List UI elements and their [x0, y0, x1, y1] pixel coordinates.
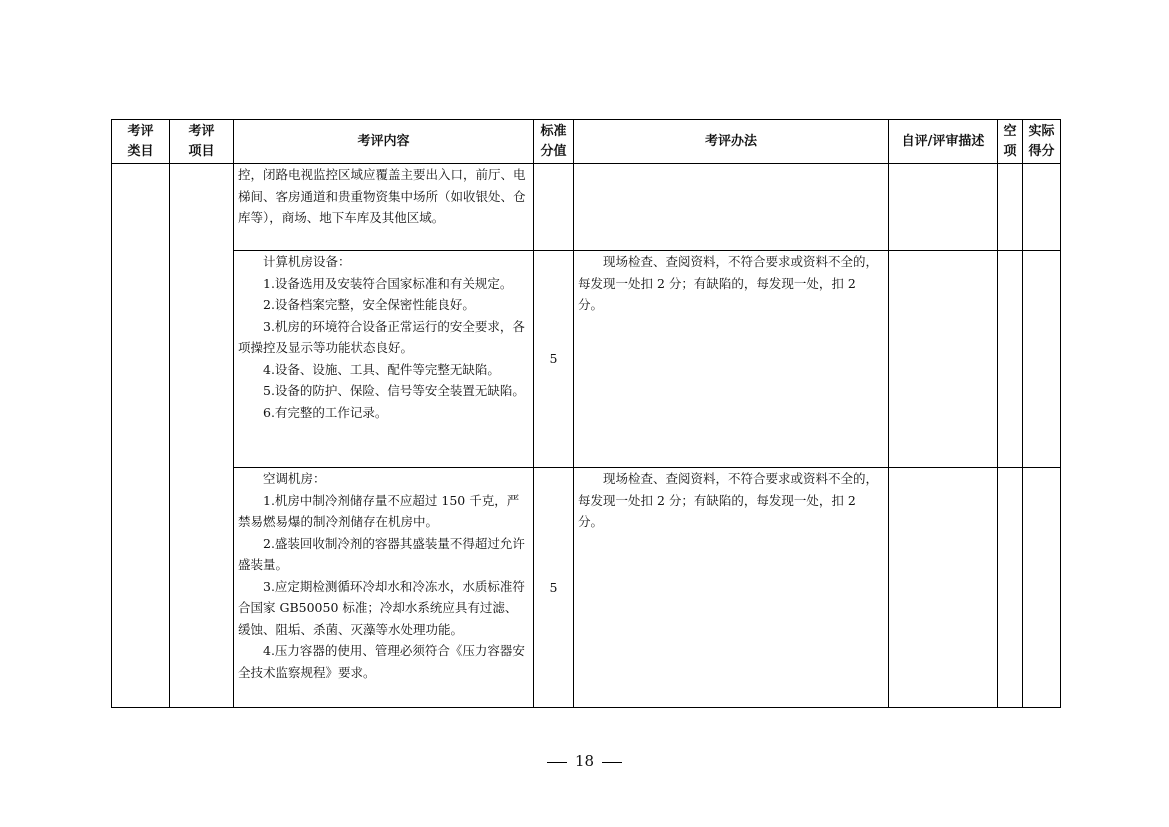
header-category: 考评 类目: [112, 120, 170, 164]
method-text: 现场检查、查阅资料，不符合要求或资料不全的，每发现一处扣 2 分；有缺陷的，每发现一处，扣 2 分。: [578, 471, 879, 529]
content-line: 3.机房的环境符合设备正常运行的安全要求，各项操控及显示等功能状态良好。: [238, 318, 525, 355]
content-line: 1.设备选用及安装符合国家标准和有关规定。: [263, 275, 513, 291]
empty-item-cell: [998, 251, 1023, 468]
table-row: [112, 164, 1061, 251]
self-eval-cell: [889, 251, 998, 468]
score-cell: 5: [534, 251, 574, 468]
method-cell: [574, 164, 889, 251]
header-row: [112, 120, 1061, 164]
score-cell: 5: [534, 468, 574, 708]
content-line: 空调机房：: [263, 471, 326, 486]
content-line: 计算机房设备：: [263, 254, 351, 269]
empty-item-cell: [998, 164, 1023, 251]
actual-score-cell: [1023, 251, 1061, 468]
evaluation-table: [111, 119, 1061, 708]
content-line: 2.盛装回收制冷剂的容器其盛装量不得超过允许盛装量。: [238, 535, 525, 572]
table-row: [112, 251, 1061, 468]
content-line: 6.有完整的工作记录。: [263, 404, 388, 420]
score-cell: [534, 164, 574, 251]
category-cell: [112, 164, 170, 708]
empty-item-cell: [998, 468, 1023, 708]
header-content: 考评内容: [234, 120, 534, 164]
footer-dash-left: [547, 762, 567, 763]
content-line: 3.应定期检测循环冷却水和冷冻水，水质标准符合国家 GB50050 标准；冷却水系统应具有过滤、缓蚀、阻垢、杀菌、灭藻等水处理功能。: [238, 578, 525, 637]
actual-score-cell: [1023, 164, 1061, 251]
content-line: 1.机房中制冷剂储存量不应超过 150 千克，严禁易燃易爆的制冷剂储存在机房中。: [238, 492, 520, 529]
item-cell: [170, 164, 234, 708]
page-footer: [0, 752, 1169, 770]
header-actual-score: 实际 得分: [1023, 120, 1061, 164]
header-item: 考评 项目: [170, 120, 234, 164]
self-eval-cell: [889, 468, 998, 708]
page-number: 18: [574, 752, 595, 770]
content-cell: [234, 164, 534, 251]
content-line: 2.设备档案完整，安全保密性能良好。: [263, 297, 475, 312]
method-cell: [574, 251, 889, 468]
header-empty-item: 空 项: [998, 120, 1023, 164]
content-line: 4.设备、设施、工具、配件等完整无缺陷。: [263, 361, 500, 377]
content-line: 4.压力容器的使用、管理必须符合《压力容器安全技术监察规程》要求。: [238, 643, 525, 680]
content-cell: [234, 468, 534, 708]
self-eval-cell: [889, 164, 998, 251]
footer-dash-right: [602, 762, 622, 763]
content-line: 控，闭路电视监控区域应覆盖主要出入口，前厅、电梯间、客房通道和贵重物资集中场所（如收银处、仓库等），商场、地下车库及其他区域。: [238, 167, 526, 225]
header-standard-score: 标准 分值: [534, 120, 574, 164]
header-self-eval: 自评/评审描述: [889, 120, 998, 164]
method-cell: [574, 468, 889, 708]
table-row: [112, 468, 1061, 708]
method-text: 现场检查、查阅资料，不符合要求或资料不全的，每发现一处扣 2 分；有缺陷的，每发现一处，扣 2 分。: [578, 254, 879, 312]
content-cell: [234, 251, 534, 468]
header-method: 考评办法: [574, 120, 889, 164]
actual-score-cell: [1023, 468, 1061, 708]
content-line: 5.设备的防护、保险、信号等安全装置无缺陷。: [263, 383, 525, 398]
